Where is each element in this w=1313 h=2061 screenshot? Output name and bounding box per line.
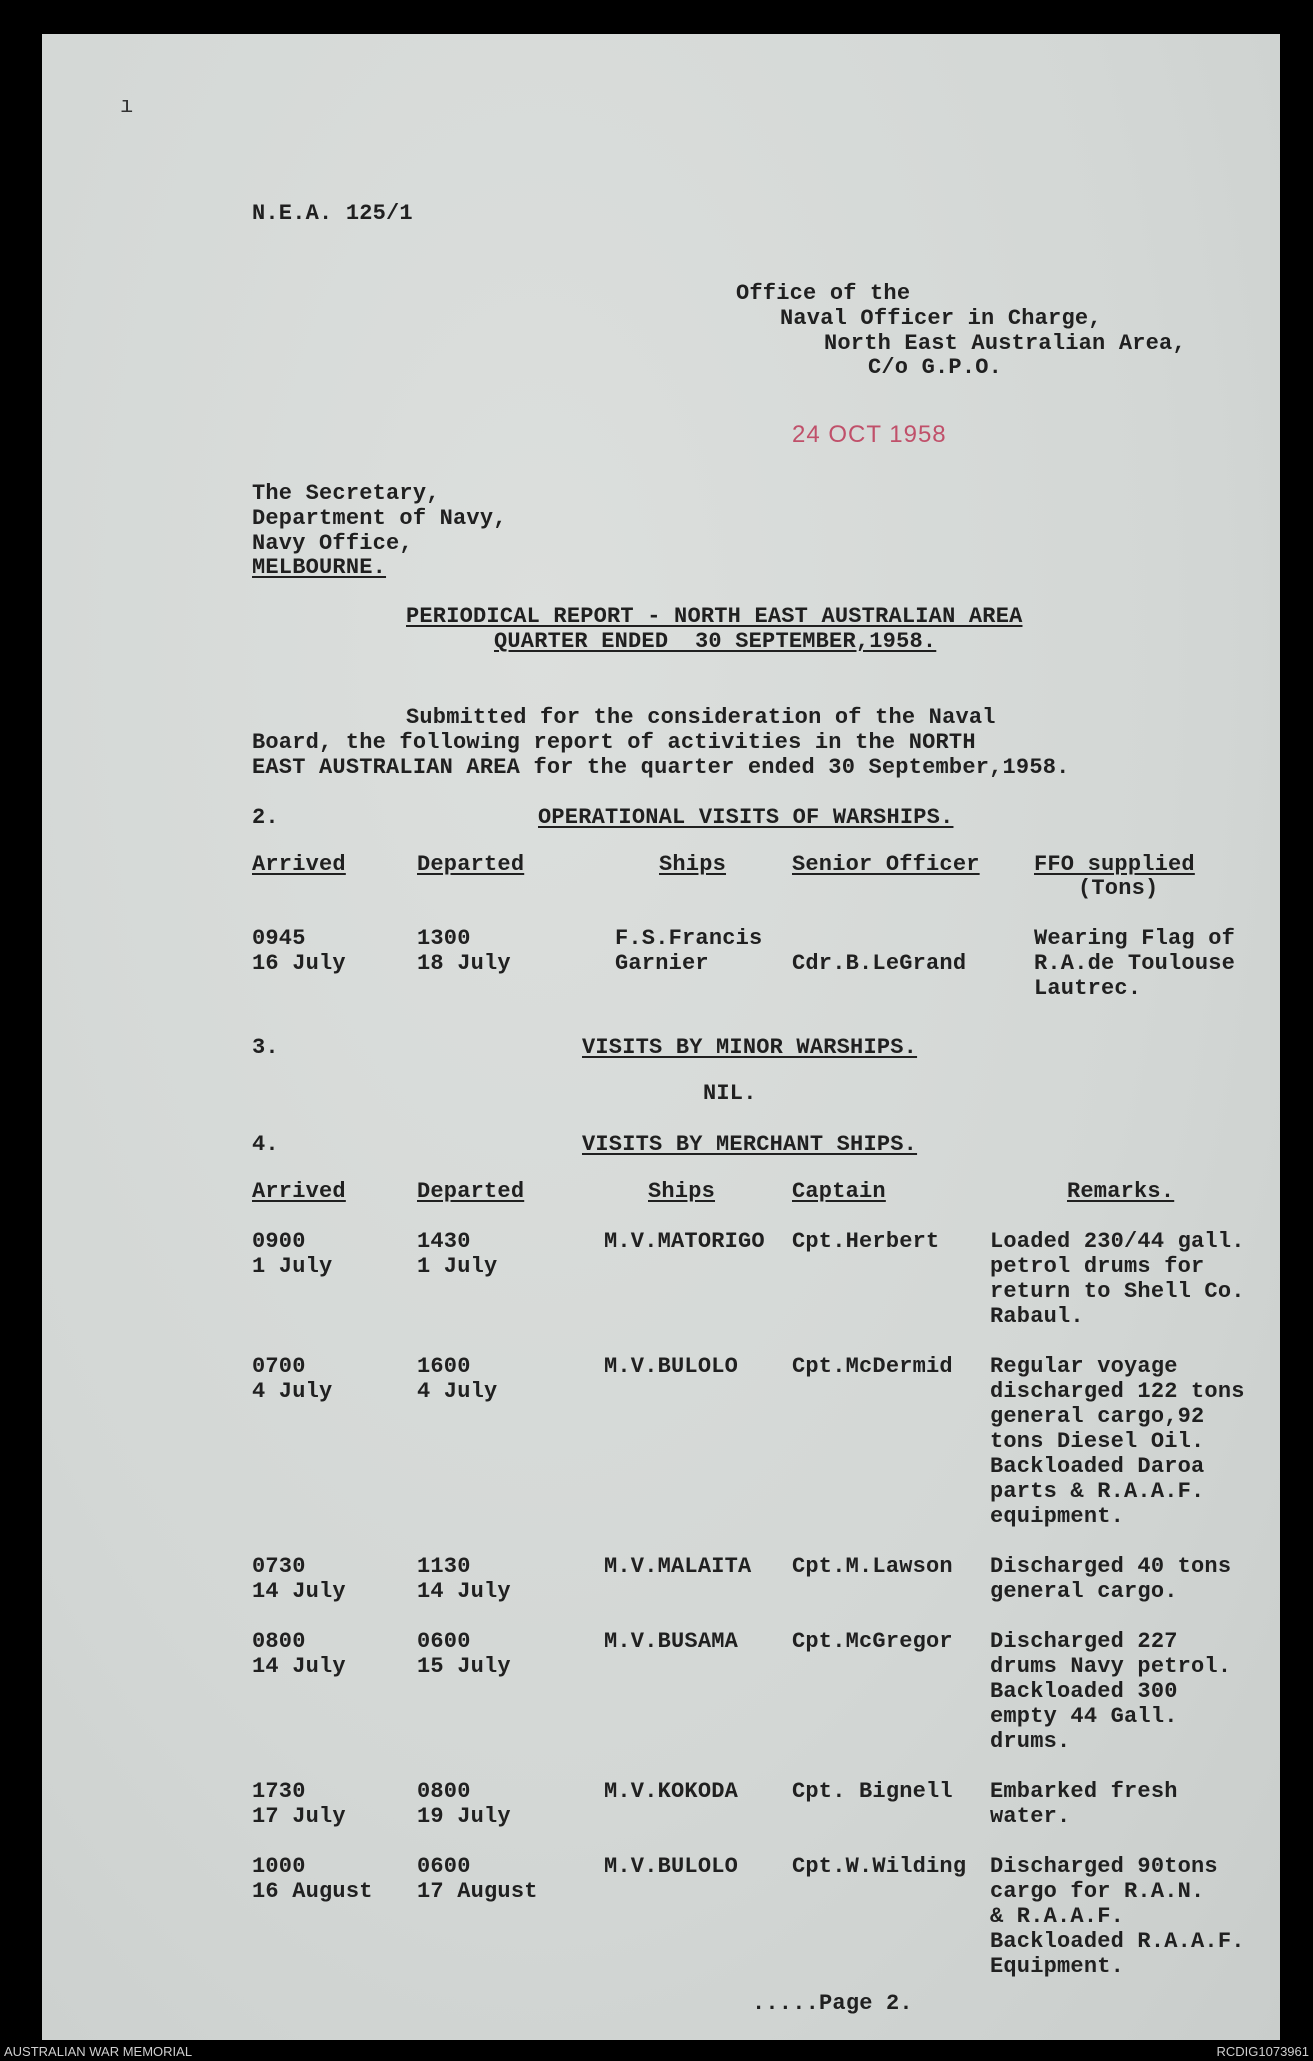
s4-row3-captain: Cpt.M.Lawson xyxy=(792,1554,953,1579)
s2-col-ships: Ships xyxy=(659,852,727,877)
s4-row2-remarks-7: equipment. xyxy=(990,1504,1125,1529)
s4-row2-ship: M.V.BULOLO xyxy=(604,1354,739,1379)
s4-col-ships: Ships xyxy=(648,1179,716,1204)
s4-row6-remarks-1: Discharged 90tons xyxy=(990,1854,1218,1879)
s2-ship-line-1: F.S.Francis xyxy=(615,926,763,951)
s4-row4-remarks-4: empty 44 Gall. xyxy=(990,1704,1178,1729)
s2-arrived-date: 16 July xyxy=(252,951,346,976)
s4-col-captain: Captain xyxy=(792,1179,886,1204)
archive-credit: AUSTRALIAN WAR MEMORIAL xyxy=(4,2044,193,2059)
reference-number: N.E.A. 125/1 xyxy=(252,201,413,226)
s4-row3-arrived-date: 14 July xyxy=(252,1579,346,1604)
s4-row4-remarks-5: drums. xyxy=(990,1729,1071,1754)
s2-remarks-line-1: Wearing Flag of xyxy=(1034,926,1236,951)
s2-col-ffo-supplied: FFO supplied xyxy=(1034,852,1195,877)
s4-row2-remarks-5: Backloaded Daroa xyxy=(990,1454,1205,1479)
s4-row2-arrived-time: 0700 xyxy=(252,1354,306,1379)
s4-row1-remarks-1: Loaded 230/44 gall. xyxy=(990,1229,1245,1254)
s2-col-ffo-units: (Tons) xyxy=(1078,876,1159,901)
report-title-line-2: QUARTER ENDED 30 SEPTEMBER,1958. xyxy=(494,629,937,654)
office-line-2: Naval Officer in Charge, xyxy=(780,306,1102,331)
intro-line-3: EAST AUSTRALIAN AREA for the quarter ended 30 September,1958. xyxy=(252,755,1070,780)
office-line-1: Office of the xyxy=(736,281,911,306)
s2-col-arrived: Arrived xyxy=(252,852,346,877)
s4-row1-remarks-4: Rabaul. xyxy=(990,1304,1084,1329)
s4-row3-remarks-2: general cargo. xyxy=(990,1579,1178,1604)
document-page xyxy=(42,34,1280,2040)
s2-ship-line-2: Garnier xyxy=(615,951,709,976)
archive-id: RCDIG1073961 xyxy=(1216,2044,1309,2059)
date-stamp: 24 OCT 1958 xyxy=(792,421,947,448)
s4-row3-ship: M.V.MALAITA xyxy=(604,1554,752,1579)
s4-row4-captain: Cpt.McGregor xyxy=(792,1629,953,1654)
s4-row4-ship: M.V.BUSAMA xyxy=(604,1629,739,1654)
s4-row2-remarks-2: discharged 122 tons xyxy=(990,1379,1245,1404)
section-4-heading: VISITS BY MERCHANT SHIPS. xyxy=(582,1132,918,1157)
s4-row3-remarks-1: Discharged 40 tons xyxy=(990,1554,1232,1579)
addressee-line-4: MELBOURNE. xyxy=(252,555,387,580)
s4-row3-arrived-time: 0730 xyxy=(252,1554,306,1579)
s4-col-arrived: Arrived xyxy=(252,1179,346,1204)
s4-row2-remarks-6: parts & R.A.A.F. xyxy=(990,1479,1205,1504)
section-3-heading: VISITS BY MINOR WARSHIPS. xyxy=(582,1035,918,1060)
s4-row1-departed-date: 1 July xyxy=(417,1254,498,1279)
s4-row4-departed-date: 15 July xyxy=(417,1654,511,1679)
section-2-number: 2. xyxy=(252,805,279,830)
s2-senior-officer: Cdr.B.LeGrand xyxy=(792,951,967,976)
intro-line-1: Submitted for the consideration of the Naval xyxy=(406,705,996,730)
s2-arrived-time: 0945 xyxy=(252,926,306,951)
s4-row4-remarks-1: Discharged 227 xyxy=(990,1629,1178,1654)
s4-row6-remarks-2: cargo for R.A.N. xyxy=(990,1879,1205,1904)
section-3-number: 3. xyxy=(252,1035,279,1060)
corner-mark: ı xyxy=(120,94,134,119)
s2-col-departed: Departed xyxy=(417,852,525,877)
s4-row6-departed-date: 17 August xyxy=(417,1879,538,1904)
section-3-nil: NIL. xyxy=(703,1081,757,1106)
s4-col-remarks: Remarks. xyxy=(1067,1179,1175,1204)
s4-row1-arrived-time: 0900 xyxy=(252,1229,306,1254)
s4-row5-arrived-time: 1730 xyxy=(252,1779,306,1804)
s4-row3-departed-time: 1130 xyxy=(417,1554,471,1579)
s4-row5-departed-time: 0800 xyxy=(417,1779,471,1804)
s4-row2-remarks-3: general cargo,92 xyxy=(990,1404,1205,1429)
section-2-heading: OPERATIONAL VISITS OF WARSHIPS. xyxy=(538,805,954,830)
s2-departed-date: 18 July xyxy=(417,951,511,976)
s4-row4-departed-time: 0600 xyxy=(417,1629,471,1654)
continuation-note: .....Page 2. xyxy=(752,1991,913,2016)
s4-row4-arrived-date: 14 July xyxy=(252,1654,346,1679)
s4-row1-remarks-3: return to Shell Co. xyxy=(990,1279,1245,1304)
s4-row2-captain: Cpt.McDermid xyxy=(792,1354,953,1379)
s4-row2-remarks-1: Regular voyage xyxy=(990,1354,1178,1379)
s4-row6-remarks-4: Backloaded R.A.A.F. xyxy=(990,1929,1245,1954)
s4-row5-departed-date: 19 July xyxy=(417,1804,511,1829)
s4-row2-departed-date: 4 July xyxy=(417,1379,498,1404)
s4-row1-ship: M.V.MATORIGO xyxy=(604,1229,765,1254)
addressee-line-3: Navy Office, xyxy=(252,531,413,556)
s4-row6-ship: M.V.BULOLO xyxy=(604,1854,739,1879)
s4-row6-remarks-5: Equipment. xyxy=(990,1954,1125,1979)
s4-row2-remarks-4: tons Diesel Oil. xyxy=(990,1429,1205,1454)
s2-col-senior-officer: Senior Officer xyxy=(792,852,980,877)
s4-row1-captain: Cpt.Herbert xyxy=(792,1229,940,1254)
s4-row4-remarks-3: Backloaded 300 xyxy=(990,1679,1178,1704)
addressee-line-1: The Secretary, xyxy=(252,481,440,506)
s4-row5-captain: Cpt. Bignell xyxy=(792,1779,953,1804)
s2-departed-time: 1300 xyxy=(417,926,471,951)
s2-remarks-line-3: Lautrec. xyxy=(1034,976,1142,1001)
report-title-line-1: PERIODICAL REPORT - NORTH EAST AUSTRALIAN AREA xyxy=(406,604,1023,629)
s4-row1-departed-time: 1430 xyxy=(417,1229,471,1254)
intro-line-2: Board, the following report of activities in the NORTH xyxy=(252,730,976,755)
s4-row2-departed-time: 1600 xyxy=(417,1354,471,1379)
s4-row4-arrived-time: 0800 xyxy=(252,1629,306,1654)
s4-row5-remarks-1: Embarked fresh xyxy=(990,1779,1178,1804)
office-line-3: North East Australian Area, xyxy=(824,331,1186,356)
s4-row5-remarks-2: water. xyxy=(990,1804,1071,1829)
s4-row5-arrived-date: 17 July xyxy=(252,1804,346,1829)
s4-row3-departed-date: 14 July xyxy=(417,1579,511,1604)
s2-remarks-line-2: R.A.de Toulouse xyxy=(1034,951,1236,976)
s4-row6-arrived-date: 16 August xyxy=(252,1879,373,1904)
s4-row6-remarks-3: & R.A.A.F. xyxy=(990,1904,1125,1929)
addressee-line-2: Department of Navy, xyxy=(252,506,507,531)
s4-row6-captain: Cpt.W.Wilding xyxy=(792,1854,967,1879)
s4-row1-remarks-2: petrol drums for xyxy=(990,1254,1205,1279)
section-4-number: 4. xyxy=(252,1132,279,1157)
s4-row2-arrived-date: 4 July xyxy=(252,1379,333,1404)
office-line-4: C/o G.P.O. xyxy=(868,355,1003,380)
s4-row4-remarks-2: drums Navy petrol. xyxy=(990,1654,1232,1679)
s4-row6-arrived-time: 1000 xyxy=(252,1854,306,1879)
s4-row5-ship: M.V.KOKODA xyxy=(604,1779,739,1804)
s4-row1-arrived-date: 1 July xyxy=(252,1254,333,1279)
s4-row6-departed-time: 0600 xyxy=(417,1854,471,1879)
s4-col-departed: Departed xyxy=(417,1179,525,1204)
